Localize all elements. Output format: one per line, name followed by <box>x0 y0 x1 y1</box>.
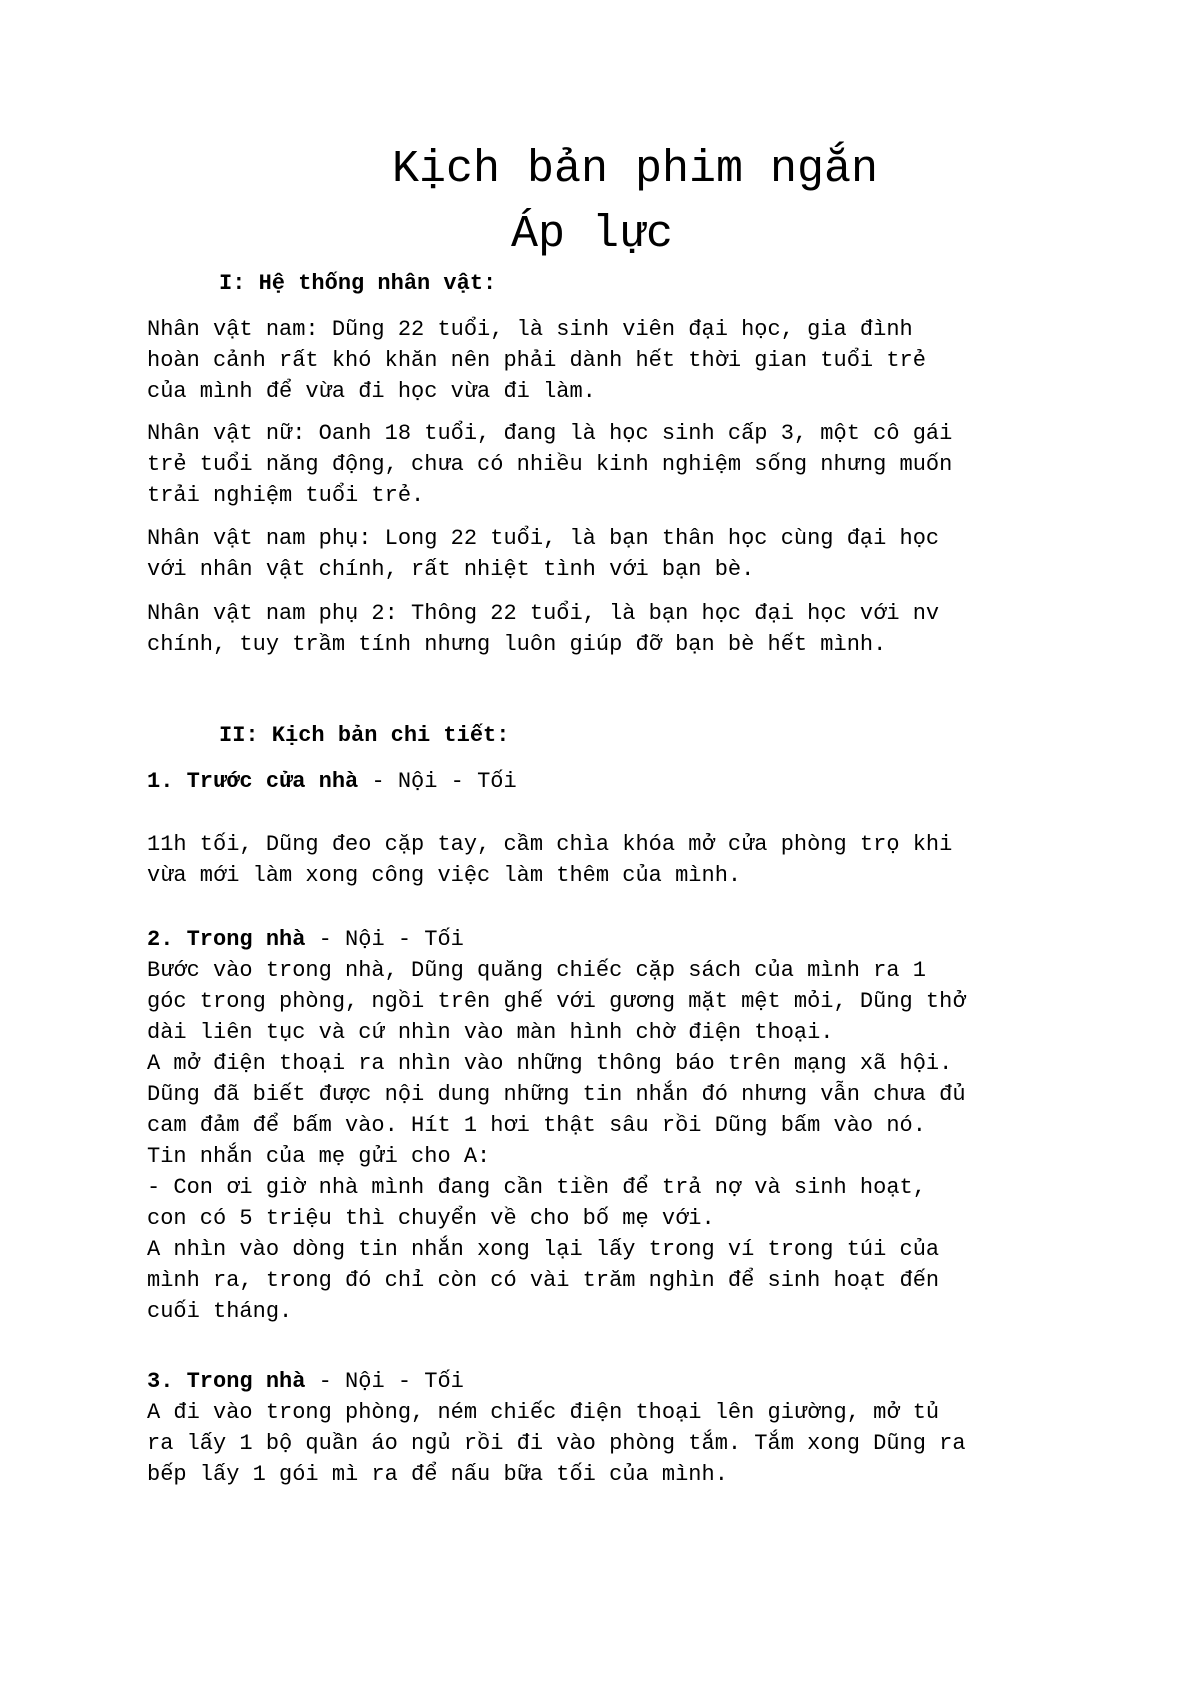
scene-setting: - Nội - Tối <box>305 1369 464 1394</box>
document-title: Kịch bản phim ngắn <box>391 144 879 195</box>
scene-number: 3. <box>147 1369 174 1394</box>
section-heading-characters: I: Hệ thống nhân vật: <box>219 271 497 296</box>
scene-body-2: Bước vào trong nhà, Dũng quăng chiếc cặp sách của mình ra 1 góc trong phòng, ngồi trên ghế với gương mặt mệt mỏi, Dũng thở dài liên tục và cứ nhìn vào màn hình chờ điện thoại. A mở điện thoại ra nhìn vào những thông báo trên mạng xã hội. Dũng đã biết được nội dung những tin nhắn đó nhưng vẫn chưa đủ cam đảm để bấm vào. Hít 1 hơi thật sâu rồi Dũng bấm vào nó. Tin nhắn của mẹ gửi cho A: - Con ơi giờ nhà mình đang cần tiền để trả nợ và sinh hoạt, con có 5 triệu thì chuyển về cho bố mẹ với. A nhìn vào dòng tin nhắn xong lại lấy trong ví trong túi của mình ra, trong đó chỉ còn có vài trăm nghìn để sinh hoạt đến cuối tháng. <box>147 958 966 1324</box>
scene-title: Trước cửa nhà <box>186 769 359 794</box>
scene-heading-3 <box>147 1366 464 1397</box>
scene-title: Trong nhà <box>186 927 306 952</box>
scene-body-3: A đi vào trong phòng, ném chiếc điện thoại lên giường, mở tủ ra lấy 1 bộ quần áo ngủ rồi đi vào phòng tắm. Tắm xong Dũng ra bếp lấy 1 gói mì ra để nấu bữa tối của mình. <box>147 1400 966 1487</box>
scene-number: 2. <box>147 927 174 952</box>
character-paragraph-3: Nhân vật nam phụ: Long 22 tuổi, là bạn thân học cùng đại học với nhân vật chính, rất nhiệt tình với bạn bè. <box>147 526 940 582</box>
character-paragraph-4: Nhân vật nam phụ 2: Thông 22 tuổi, là bạn học đại học với nv chính, tuy trầm tính nhưng luôn giúp đỡ bạn bè hết mình. <box>147 601 940 657</box>
scene-body-1: 11h tối, Dũng đeo cặp tay, cầm chìa khóa mở cửa phòng trọ khi vừa mới làm xong công việc làm thêm của mình. <box>147 832 953 888</box>
scene-heading-2 <box>147 924 464 955</box>
scene-heading-1 <box>147 766 517 797</box>
section-heading-script: II: Kịch bản chi tiết: <box>219 723 510 748</box>
scene-setting: - Nội - Tối <box>305 927 464 952</box>
scene-number: 1. <box>147 769 174 794</box>
character-paragraph-2: Nhân vật nữ: Oanh 18 tuổi, đang là học sinh cấp 3, một cô gái trẻ tuổi năng động, chưa có nhiều kinh nghiệm sống nhưng muốn trải nghiệm tuổi trẻ. <box>147 421 953 508</box>
scene-title: Trong nhà <box>186 1369 306 1394</box>
document-subtitle: Áp lực <box>510 209 674 260</box>
character-paragraph-1: Nhân vật nam: Dũng 22 tuổi, là sinh viên đại học, gia đình hoàn cảnh rất khó khăn nên phải dành hết thời gian tuổi trẻ của mình để vừa đi học vừa đi làm. <box>147 317 926 404</box>
scene-setting: - Nội - Tối <box>358 769 517 794</box>
